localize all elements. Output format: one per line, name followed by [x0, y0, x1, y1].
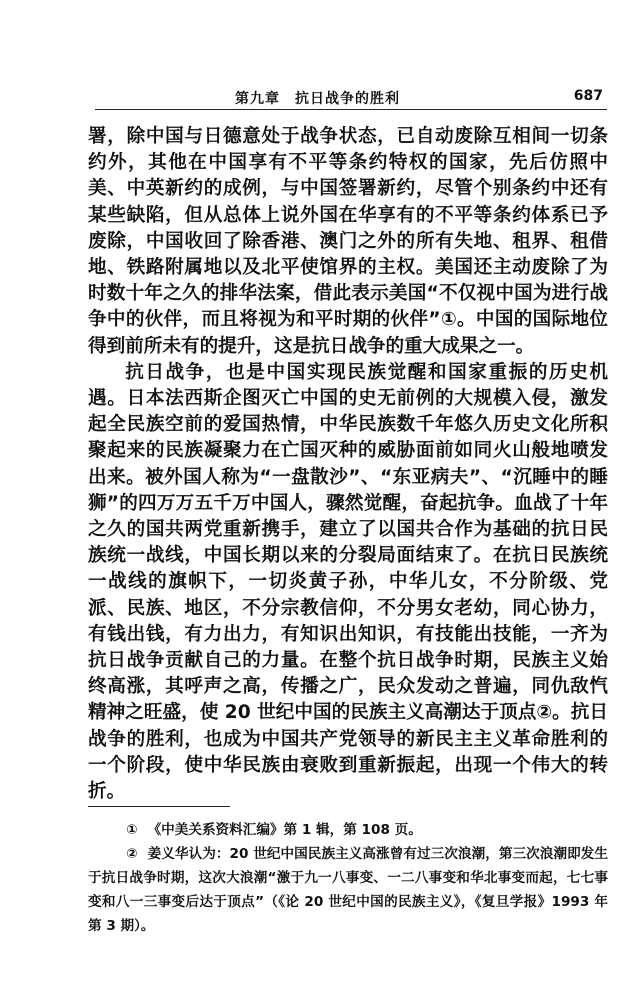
paragraph-1-text-a: 署，除中国与日德意处于战争状态，已自动废除互相间一切条约外，其他在中国享有不平等条约特权的国家，先后仿照中美、中英新约的成例，与中国签署新约，尽管个别条约中还有某些缺陷，但从总体上说外国在华享有的不平等条约体系已予废除，中国收回了除香港、澳门之外的所有失地、租界、租借地、铁路附属地以及北平使馆界的主权。美国还主动废除了为时数十年之久的排华法案，借此表示美国“不仅视中国为进行战争中的伙伴，而且将视为和平时期的伙伴”: [88, 126, 608, 331]
footnote-ref-2: ②: [536, 702, 553, 724]
footnote-1: [88, 818, 608, 842]
chapter-title: 第九章 抗日战争的胜利: [235, 91, 400, 107]
footnote-ref-1: ①: [440, 309, 458, 331]
paragraph-1-text-b: 。中国的国际地位得到前所未有的提升，这是抗日战争的重大成果之一。: [88, 309, 608, 357]
paragraph-2-text-b: 。抗日战争的胜利，也成为中国共产党领导的新民主主义革命胜利的一个阶段，使中华民族由衰败到重新振起，出现一个伟大的转折。: [88, 702, 608, 803]
footnote-2: [88, 842, 608, 938]
header-rule: [95, 109, 607, 110]
running-header: [95, 86, 607, 108]
paragraph-2-text-a: 抗日战争，也是中国实现民族觉醒和国家重振的历史机遇。日本法西斯企图灭亡中国的史无前例的大规模入侵，激发起全民族空前的爱国热情，中华民族数千年悠久历史文化所积聚起来的民族凝聚力在亡国灭种的威胁面前如同火山般地喷发出来。被外国人称为“一盘散沙”、“东亚病夫”、“沉睡中的睡狮”的四万万五千万中国人，骤然觉醒，奋起抗争。血战了十年之久的国共两党重新携手，建立了以国共合作为基础的抗日民族统一战线，中国长期以来的分裂局面结束了。在抗日民族统一战线的旗帜下，一切炎黄子孙，中华儿女，不分阶级、党派、民族、地区，不分宗教信仰，不分男女老幼，同心协力，有钱出钱，有力出力，有知识出知识，有技能出技能，一齐为抗日战争贡献自己的力量。在整个抗日战争时期，民族主义始终高涨，其呼声之高，传播之广，民众发动之普遍，同仇敌忾精神之旺盛，使 20 世纪中国的民族主义高潮达于顶点: [88, 361, 608, 724]
page-number: 687: [573, 88, 603, 104]
footnote-mark-2: ②: [126, 846, 138, 862]
footnotes: [88, 818, 608, 938]
paragraph-1: [88, 124, 608, 360]
footnote-text-1: 《中美关系资料汇编》第 1 辑，第 108 页。: [147, 822, 422, 838]
footnote-rule: [88, 806, 230, 807]
footnote-text-2: 姜义华认为：20 世纪中国民族主义高涨曾有过三次浪潮，第三次浪潮即发生于抗日战争时期，这次大浪潮“激于九一八事变、一二八事变和华北事变而起，七七事变和八一三事变后达于顶点”（《论 20 世纪中国的民族主义》，《复旦学报》1993 年第 3 期）。: [88, 846, 608, 934]
paragraph-2: [88, 360, 608, 805]
main-text: [88, 124, 608, 805]
footnote-mark-1: ①: [126, 822, 138, 838]
